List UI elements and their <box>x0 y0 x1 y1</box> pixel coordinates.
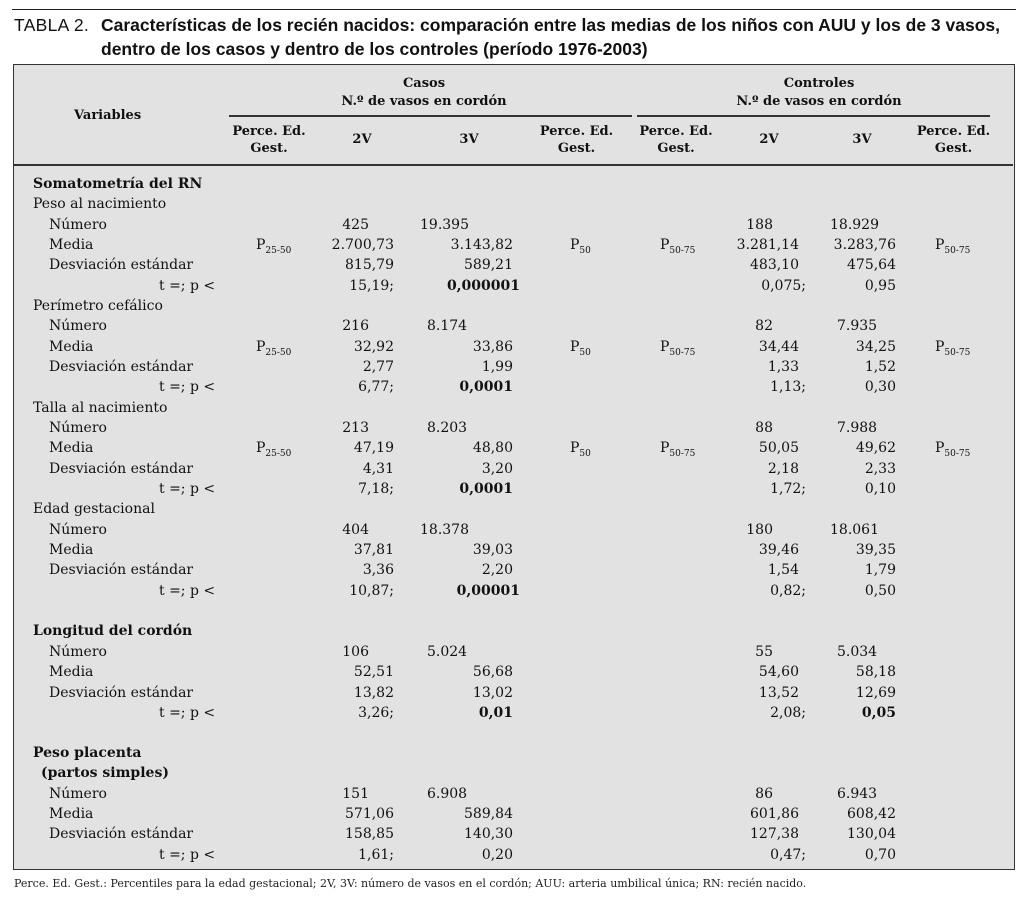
cell: 0,47; <box>770 847 806 863</box>
col-perce-casos-pre <box>229 123 309 157</box>
table-row <box>14 845 1013 865</box>
perc-sub: 50-75 <box>669 245 696 256</box>
perc-p: P <box>935 440 945 456</box>
cell: 6,77; <box>358 379 394 395</box>
perc-p: P <box>570 440 580 456</box>
cell: 589,84 <box>464 806 513 822</box>
col-2v-controles: 2V <box>759 132 779 147</box>
row-label: Media <box>49 237 94 253</box>
table-row <box>14 357 1013 377</box>
cell: 7.988 <box>837 420 878 436</box>
data-table <box>13 64 1015 870</box>
perc-sub: 25-50 <box>265 347 292 358</box>
cell: 39,46 <box>758 542 799 558</box>
table-label: TABLA 2. <box>14 15 90 35</box>
perc-sub: 50-75 <box>669 347 696 358</box>
table-row <box>14 377 1013 397</box>
perc-p: P <box>935 339 945 355</box>
cell: 3,26; <box>358 705 394 721</box>
row-label: t =; p < <box>159 847 216 863</box>
cell: 3.281,14 <box>736 237 799 253</box>
subsection-title: Edad gestacional <box>33 501 155 517</box>
cell: 47,19 <box>353 440 394 456</box>
cell: 1,52 <box>864 359 896 375</box>
perc-p: P <box>256 339 266 355</box>
col-2v-casos: 2V <box>352 132 372 147</box>
col-label: Perce. Ed. <box>916 124 991 139</box>
cell: 39,35 <box>855 542 896 558</box>
cell: 475,64 <box>847 257 896 273</box>
section-placenta <box>14 743 1013 763</box>
section-title: Somatometría del RN <box>33 176 203 192</box>
cell: 0,30 <box>864 379 896 395</box>
table-row <box>14 479 1013 499</box>
controles-rule <box>637 115 990 117</box>
subsection-peso <box>14 194 1013 214</box>
cell: 140,30 <box>464 826 513 842</box>
col-label: Gest. <box>557 141 596 156</box>
cell: 1,79 <box>864 562 896 578</box>
table-row <box>14 784 1013 804</box>
subsection-perimetro <box>14 296 1013 316</box>
row-label: Desviación estándar <box>49 685 194 701</box>
perc-p: P <box>256 440 266 456</box>
table-row <box>14 662 1013 682</box>
cell: 2.700,73 <box>331 237 394 253</box>
cell: 608,42 <box>847 806 896 822</box>
controles-label: Controles <box>783 76 855 91</box>
perc-p: P <box>660 237 670 253</box>
perc-sub: 25-50 <box>265 245 292 256</box>
col-perce-controles-pre <box>636 123 716 157</box>
cell: 18.929 <box>830 217 879 233</box>
cell: 3,36 <box>362 562 394 578</box>
cell: 213 <box>342 420 369 436</box>
cell: 3.143,82 <box>450 237 513 253</box>
footnote: Perce. Ed. Gest.: Percentiles para la edad gestacional; 2V, 3V: número de vasos en el cordón; AUU: arteria umbilical única; RN: recién nacido. <box>14 877 807 890</box>
cell: 0,10 <box>864 481 896 497</box>
row-label: Número <box>49 786 107 802</box>
perc-p: P <box>660 440 670 456</box>
section-somatometria <box>14 174 1013 194</box>
cell: 0,0001 <box>459 379 513 395</box>
cell: 7.935 <box>837 318 878 334</box>
cell: 34,44 <box>758 339 799 355</box>
cell: 0,50 <box>864 583 896 599</box>
row-label: Número <box>49 217 107 233</box>
controles-sub-label: N.º de vasos en cordón <box>736 94 902 109</box>
row-label: Número <box>49 318 107 334</box>
cell: 0,95 <box>864 278 896 294</box>
row-label: Media <box>49 339 94 355</box>
cell: 32,92 <box>353 339 394 355</box>
cell: 10,87; <box>349 583 394 599</box>
perc-p: P <box>570 339 580 355</box>
cell: 106 <box>342 644 369 660</box>
cell: 1,13; <box>770 379 806 395</box>
cell: 404 <box>342 522 369 538</box>
cell: 12,69 <box>855 685 896 701</box>
cell: 1,61; <box>358 847 394 863</box>
cell: 1,33 <box>767 359 799 375</box>
table-row <box>14 642 1013 662</box>
perc-sub: 25-50 <box>265 448 292 459</box>
variables-header: Variables <box>74 108 142 123</box>
cell: 56,68 <box>472 664 513 680</box>
subsection-talla <box>14 398 1013 418</box>
section-subtitle: (partos simples) <box>41 765 169 781</box>
cell: 8.203 <box>427 420 468 436</box>
cell: 0,000001 <box>446 278 520 294</box>
cell: 3.283,76 <box>833 237 896 253</box>
cell: 13,82 <box>353 685 394 701</box>
row-label: t =; p < <box>159 481 216 497</box>
section-title: Peso placenta <box>33 745 142 761</box>
row-label: t =; p < <box>159 705 216 721</box>
col-3v-controles: 3V <box>852 132 872 147</box>
cell: 5.034 <box>837 644 878 660</box>
table-row <box>14 276 1013 296</box>
cell: 0,01 <box>478 705 513 721</box>
cell: 49,62 <box>855 440 896 456</box>
cell: 86 <box>755 786 773 802</box>
row-label: t =; p < <box>159 278 216 294</box>
cell: 0,82; <box>770 583 806 599</box>
col-perce-controles-post <box>911 123 996 157</box>
cell: 1,99 <box>481 359 513 375</box>
cell: 0,075; <box>761 278 806 294</box>
table-row <box>14 215 1013 235</box>
table-row <box>14 337 1013 357</box>
subsection-title: Peso al nacimiento <box>33 196 167 212</box>
cell: 37,81 <box>353 542 394 558</box>
section-longitud <box>14 621 1013 641</box>
cell: 2,77 <box>362 359 394 375</box>
row-label: Número <box>49 420 107 436</box>
cell: 601,86 <box>750 806 799 822</box>
cell: 52,51 <box>353 664 394 680</box>
cell: 18.378 <box>420 522 469 538</box>
cell: 5.024 <box>427 644 468 660</box>
table-row <box>14 459 1013 479</box>
cell: 88 <box>755 420 773 436</box>
casos-sub-label: N.º de vasos en cordón <box>341 94 507 109</box>
cell: 188 <box>746 217 773 233</box>
col-3v-casos: 3V <box>459 132 479 147</box>
cell: 151 <box>342 786 369 802</box>
table-row <box>14 804 1013 824</box>
cell: 15,19; <box>349 278 394 294</box>
perc-p: P <box>570 237 580 253</box>
perc-sub: 50 <box>579 448 591 459</box>
row-label: Desviación estándar <box>49 562 194 578</box>
cell: 55 <box>755 644 773 660</box>
row-label: t =; p < <box>159 379 216 395</box>
row-label: Desviación estándar <box>49 461 194 477</box>
perc-sub: 50-75 <box>944 347 971 358</box>
subsection-edad <box>14 499 1013 519</box>
table-row <box>14 235 1013 255</box>
perc-p: P <box>660 339 670 355</box>
cell: 815,79 <box>345 257 394 273</box>
row-label: Media <box>49 440 94 456</box>
cell: 216 <box>342 318 369 334</box>
cell: 19.395 <box>420 217 469 233</box>
cell: 13,02 <box>472 685 513 701</box>
controles-header <box>714 75 924 111</box>
cell: 54,60 <box>758 664 799 680</box>
table-row <box>14 418 1013 438</box>
title-line-1: Características de los recién nacidos: comparación entre las medias de los niños con AUU y los de 3 vasos, <box>101 15 1000 35</box>
row-label: Desviación estándar <box>49 826 194 842</box>
section-title: Longitud del cordón <box>33 623 193 639</box>
cell: 0,20 <box>481 847 513 863</box>
cell: 82 <box>755 318 773 334</box>
cell: 39,03 <box>472 542 513 558</box>
perc-sub: 50 <box>579 347 591 358</box>
cell: 3,20 <box>481 461 513 477</box>
perc-sub: 50-75 <box>944 245 971 256</box>
table-row <box>14 824 1013 844</box>
subsection-title: Talla al nacimiento <box>33 400 168 416</box>
perc-p: P <box>935 237 945 253</box>
cell: 483,10 <box>750 257 799 273</box>
cell: 50,05 <box>758 440 799 456</box>
cell: 6.943 <box>837 786 878 802</box>
header-rule <box>14 164 1013 166</box>
table-row <box>14 255 1013 275</box>
cell: 589,21 <box>464 257 513 273</box>
cell: 2,08; <box>770 705 806 721</box>
perc-p: P <box>256 237 266 253</box>
row-label: Media <box>49 664 94 680</box>
cell: 1,54 <box>767 562 799 578</box>
cell: 130,04 <box>847 826 896 842</box>
table-row <box>14 438 1013 458</box>
cell: 7,18; <box>358 481 394 497</box>
cell: 0,0001 <box>459 481 513 497</box>
row-label: Desviación estándar <box>49 359 194 375</box>
col-label: Perce. Ed. <box>639 124 713 139</box>
table-row <box>14 581 1013 601</box>
col-label: Perce. Ed. <box>232 124 306 139</box>
table-row <box>14 520 1013 540</box>
casos-label: Casos <box>402 76 446 91</box>
cell: 4,31 <box>362 461 394 477</box>
table-row <box>14 540 1013 560</box>
section-placenta-sub <box>14 763 1013 783</box>
casos-rule <box>229 115 632 117</box>
cell: 48,80 <box>472 440 513 456</box>
cell: 2,20 <box>481 562 513 578</box>
row-label: Media <box>49 542 94 558</box>
perc-sub: 50-75 <box>669 448 696 459</box>
col-label: Gest. <box>250 141 288 156</box>
cell: 8.174 <box>427 318 468 334</box>
cell: 2,33 <box>864 461 896 477</box>
cell: 58,18 <box>855 664 896 680</box>
table-row <box>14 683 1013 703</box>
row-label: Desviación estándar <box>49 257 194 273</box>
cell: 2,18 <box>767 461 799 477</box>
title-line-2: dentro de los casos y dentro de los controles (período 1976-2003) <box>101 39 648 59</box>
table-row <box>14 703 1013 723</box>
col-label: Perce. Ed. <box>539 124 614 139</box>
cell: 34,25 <box>855 339 896 355</box>
table-row <box>14 560 1013 580</box>
col-label: Gest. <box>934 141 973 156</box>
cell: 0,70 <box>864 847 896 863</box>
cell: 13,52 <box>758 685 799 701</box>
row-label: t =; p < <box>159 583 216 599</box>
col-perce-casos-post <box>534 123 619 157</box>
cell: 127,38 <box>750 826 799 842</box>
perc-sub: 50-75 <box>944 448 971 459</box>
col-label: Gest. <box>657 141 695 156</box>
cell: 425 <box>342 217 369 233</box>
cell: 180 <box>746 522 773 538</box>
casos-header <box>324 75 524 111</box>
table-title <box>14 14 1014 61</box>
cell: 1,72; <box>770 481 806 497</box>
cell: 0,00001 <box>456 583 520 599</box>
cell: 571,06 <box>345 806 394 822</box>
row-label: Media <box>49 806 94 822</box>
cell: 158,85 <box>345 826 394 842</box>
row-label: Número <box>49 644 107 660</box>
table-row <box>14 316 1013 336</box>
row-label: Número <box>49 522 107 538</box>
cell: 6.908 <box>427 786 468 802</box>
top-rule <box>12 9 1016 10</box>
cell: 18.061 <box>830 522 879 538</box>
subsection-title: Perímetro cefálico <box>33 298 163 314</box>
cell: 0,05 <box>861 705 896 721</box>
cell: 33,86 <box>472 339 513 355</box>
perc-sub: 50 <box>579 245 591 256</box>
